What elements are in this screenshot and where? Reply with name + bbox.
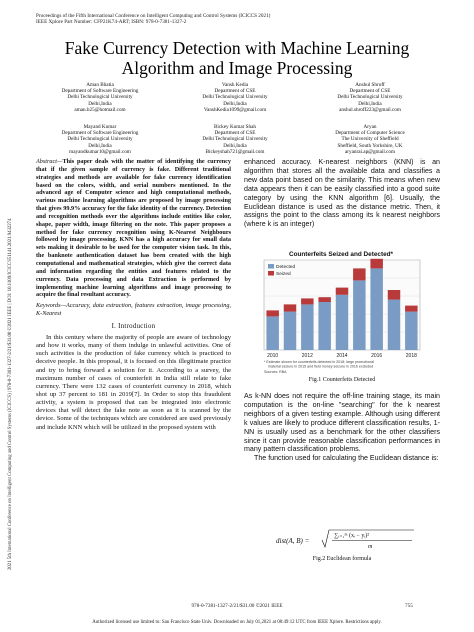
formula-intro: The function used for calculating the Euclidean distance is: — [254, 454, 439, 463]
x-tick-label: 2016 — [371, 353, 383, 359]
author-univ: Delhi Technological University — [67, 136, 133, 143]
bar-detected-2012 — [301, 304, 313, 350]
left-column — [36, 158, 231, 432]
side-margin-citation — [1, 150, 13, 570]
figure-2-caption: Fig.2 Euclidean formula — [312, 556, 372, 562]
author-email[interactable]: anshul.shroff223@gmail.com — [339, 106, 401, 113]
author-name: Mayand Kumar — [83, 124, 117, 130]
author-dept: Department of CSE — [214, 130, 256, 137]
formula-sum: ∑ᵢ₌₁ᵐ (xᵢ − yᵢ)² — [334, 533, 370, 539]
title-line-2: Algorithm and Image Processing — [121, 58, 353, 78]
x-tick-label: 2010 — [267, 353, 279, 359]
author-city: Delhi,India — [358, 100, 382, 107]
footer-isbn: 978-0-7381-1327-2/21/$31.00 ©2021 IEEE — [191, 603, 283, 609]
legend-swatch — [268, 264, 274, 269]
right-top-paragraph: enhanced accuracy. K-nearest neighbors (KNN) is an algorithm that stores all the available data and classifies a new data point based on the similarity. This means when new data appears then it can be easily classified into a good suite category by using the KNN algorithm [6]. Usually, the Euclidean distance is used as the distance metric. Then, it assigns the point to the class among its k nearest neighbors (where k is an integer) — [244, 158, 440, 229]
author-card — [30, 124, 170, 155]
author-city: Delhi,India — [223, 142, 247, 149]
author-email[interactable]: aryanrai.ap@gmail.com — [344, 148, 395, 155]
chart-title: Counterfeits Seized and Detected* — [288, 251, 394, 258]
author-univ: Delhi Technological University — [337, 94, 403, 101]
bar-seized-2018 — [405, 306, 417, 312]
bar-seized-2016 — [370, 259, 382, 269]
author-name: Vansh Kedia — [221, 82, 249, 88]
formula-svg — [276, 527, 416, 553]
side-citation-text: 2021 5th International Conference on Intelligent Computing and Control Systems (ICICCS) | 978-0-7381-1327-2/21/$31.00 ©2021 IEEE | DOI: 10.1109/ICICCS51141.2021.9432274 — [8, 218, 13, 570]
author-card — [300, 82, 440, 113]
knn-paragraph: As k-NN does not require the off-line training stage, its main computation is the on-line "searching" for the k nearest neighbors of a given testing example. Although using different k values are likely to produce different classification results, 1-NN is usually used as a benchmark for the other classifiers since it can provide reasonable classification performances in many pattern classification problems. — [244, 392, 440, 454]
conference-header — [36, 13, 436, 26]
bar-seized-2011 — [284, 304, 296, 311]
chart-footnote-line-1: * Estimate shown for counterfeits detected in 2018; large promotional — [264, 360, 374, 364]
author-dept: Department of Software Engineering — [61, 88, 139, 95]
bar-detected-2013 — [318, 302, 330, 350]
bar-detected-2016 — [370, 268, 382, 350]
right-mid-block — [244, 392, 440, 463]
abstract-text: This paper deals with the matter of identifying the currency that if the given sample of currency is fake. Different traditional strategies and methods are available for fake currency identification based on the colors, width, and serial numbers mentioned. In the advanced age of Computer science and high computational methods, various machine learning algorithms are proposed by image processing that gives 99.9% accuracy for the fake identity of the currency. Detection and recognition methods over the algorithms include entities like color, shape, paper width, image filtering on the note. This paper proposes a method for fake currency recognition using K-Nearest Neighbours followed by image processing. KNN has a high accuracy for small data sets making it desirable to be used for the computer vision task. In this, the banknote authentication dataset has been created with the high computational and mathematical strategies, which give the correct data and information regarding the entities and features related to the currency. Data processing and data Extraction is performed by implementing machine learning algorithms and image processing to acquire the final resultant accuracy. — [36, 158, 231, 299]
chart-svg — [256, 248, 426, 376]
author-card — [165, 124, 305, 155]
title-line-1: Fake Currency Detection with Machine Learning — [64, 38, 410, 58]
header-line-2: IEEE Xplore Part Number: CFP21K74-ART; ISBN: 978-0-7381-1327-2 — [36, 19, 187, 26]
bar-seized-2010 — [266, 310, 278, 316]
author-email[interactable]: aman.b25@hotmail.com — [74, 106, 126, 113]
page-number: 755 — [405, 603, 413, 609]
legend-swatch — [268, 271, 274, 276]
abstract — [36, 158, 231, 299]
header-line-1: Proceedings of the Fifth International Conference on Intelligent Computing and Control Systems (ICICCS 2021) — [36, 13, 271, 19]
author-city: Delhi,India — [223, 100, 247, 107]
author-dept: Department of CSE — [214, 88, 256, 95]
abstract-lead: Abstract— — [36, 158, 63, 165]
author-email[interactable]: VanshKedia1099@gmail.com — [203, 106, 267, 113]
bar-seized-2013 — [318, 297, 330, 302]
chart-source: Sources: RBA — [264, 370, 287, 374]
author-name: Aryan — [363, 124, 377, 130]
right-column — [244, 158, 440, 229]
bar-detected-2011 — [284, 312, 296, 350]
intro-paragraph: In this century where the majority of people are aware of technology and how it works, many of them indulge in unlawful activities. One of such activities is the production of fake currency which is practiced to deceive people. In this proposal, it is focused on this illegitimate practice and try to bring forward a solution for it. According to a survey, the maximum number of cases of counterfeit in India still relate to fake currency. There were 132 cases of counterfeit currency in 2018, which shot up 37 percent to 181 in 2019[7]. In Order to stop this fraudulent activity, a system is proposed that can be integrated into electronic devices that will detect the fake note as soon as it is scanned by the device. Some of the techniques which are considered are used previously and include KNN which will be utilized in the proposed system with — [36, 333, 231, 431]
author-city: Delhi,India — [88, 100, 112, 107]
counterfeits-chart — [256, 248, 426, 376]
bar-seized-2015 — [353, 268, 365, 280]
author-email[interactable]: Bickeyshah721@gmail.com — [205, 148, 265, 155]
bar-seized-2012 — [301, 298, 313, 304]
x-tick-label: 2018 — [405, 353, 417, 359]
formula-denominator: m — [368, 544, 373, 550]
bar-detected-2018 — [405, 312, 417, 350]
bar-detected-2010 — [266, 316, 278, 350]
bar-seized-2014 — [336, 288, 348, 295]
author-dept: Department of CSE — [349, 88, 391, 95]
author-dept: Department of Software Engineering — [61, 130, 139, 137]
formula-lhs: dist(A, B) = — [276, 537, 310, 545]
author-card — [165, 82, 305, 113]
author-city: Sheffield, South Yorkshire, UK — [337, 142, 403, 149]
paper-title — [30, 38, 444, 78]
figure-1-caption: Fig.1 Counterfeits Detected — [308, 377, 376, 383]
chart-footnote-line-2: material seizure in 2015 and field money seizure in 2016 excluded — [268, 364, 374, 369]
author-city: Delhi,India — [88, 142, 112, 149]
euclidean-formula — [276, 527, 416, 553]
author-name: Aman Bhatia — [86, 82, 114, 88]
author-card — [300, 124, 440, 155]
author-univ: The University of Sheffield — [341, 136, 399, 143]
bar-detected-2017 — [388, 300, 400, 350]
legend-label: Seized — [276, 272, 291, 277]
bar-detected-2014 — [336, 295, 348, 350]
bar-seized-2017 — [388, 290, 400, 300]
x-tick-label: 2012 — [301, 353, 313, 359]
x-tick-label: 2014 — [336, 353, 348, 359]
author-univ: Delhi Technological University — [202, 94, 268, 101]
author-card — [30, 82, 170, 113]
author-email[interactable]: mayandkumar10@gmail.com — [69, 148, 131, 155]
author-dept: Department of Computer Science — [335, 130, 405, 137]
author-univ: Delhi Technological University — [202, 136, 268, 143]
keywords: Keywords—Accuracy, data extraction, features extraction, image processing, K-Nearest — [36, 302, 231, 317]
bar-detected-2015 — [353, 280, 365, 350]
authorized-use-notice: Authorized licensed use limited to: San Francisco State Univ. Downloaded on July 01,2021 at 08:49:12 UTC from IEEE Xplore. Restrictions apply. — [92, 620, 382, 625]
author-name: Bickey Kumar Shah — [213, 124, 257, 130]
section-heading-introduction: I. Introduction — [111, 322, 156, 330]
author-name: Anshul Shroff — [355, 82, 385, 88]
author-univ: Delhi Technological University — [67, 94, 133, 101]
legend-label: Detected — [276, 265, 296, 270]
